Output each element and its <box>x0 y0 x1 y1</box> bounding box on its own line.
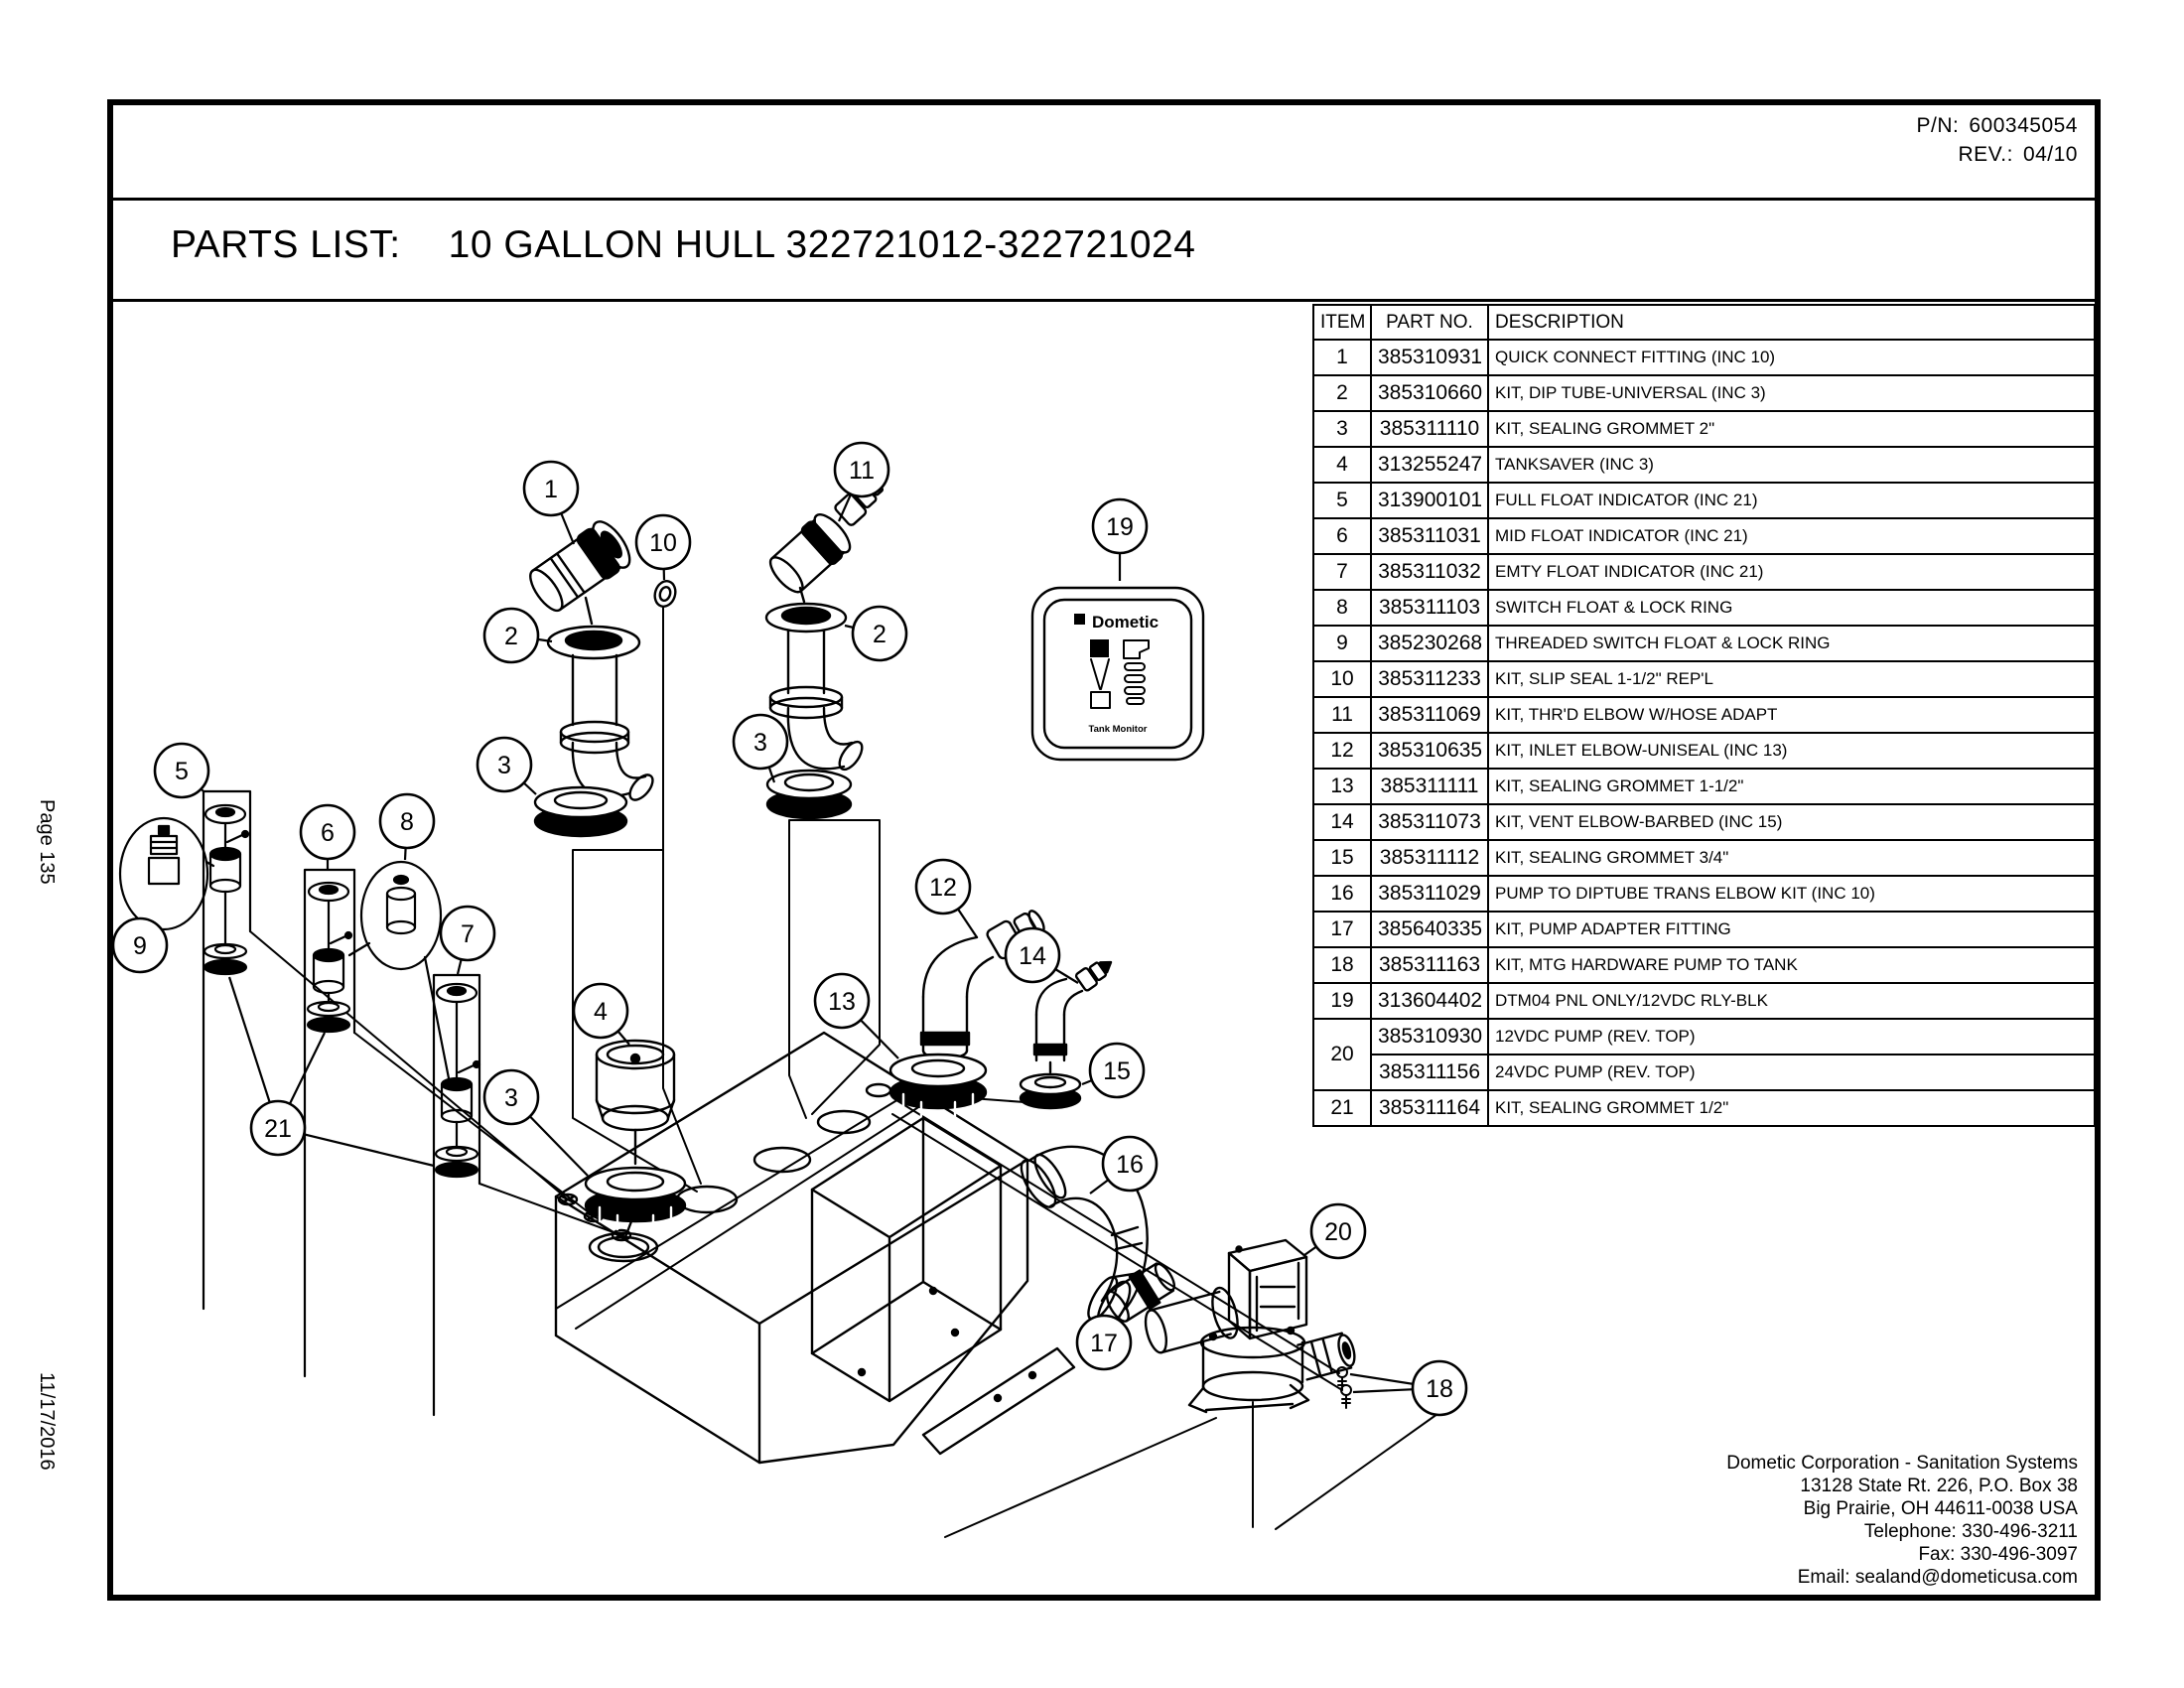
pump-solenoid-box <box>1229 1240 1306 1338</box>
gauge-icon <box>1124 640 1149 704</box>
sealing-grommet-2in <box>535 787 626 836</box>
holding-tank <box>556 1033 1074 1463</box>
cell-part-no: 385640335 <box>1371 912 1488 947</box>
callout-number: 13 <box>828 988 856 1016</box>
cell-part-no: 385310660 <box>1371 375 1488 411</box>
cell-item: 6 <box>1313 518 1371 554</box>
cell-description: QUICK CONNECT FITTING (INC 10) <box>1488 340 2095 375</box>
footer-line: Dometic Corporation - Sanitation Systems <box>1726 1453 2078 1474</box>
callout-number: 7 <box>461 920 475 948</box>
cell-description: KIT, MTG HARDWARE PUMP TO TANK <box>1488 947 2095 983</box>
table-row <box>1313 1090 2095 1126</box>
table-row <box>1313 375 2095 411</box>
cell-part-no: 385311031 <box>1371 518 1488 554</box>
cell-part-no: 385311110 <box>1371 411 1488 447</box>
callout-number: 3 <box>504 1084 518 1112</box>
slip-seal-oring <box>651 579 678 610</box>
callout-number: 9 <box>133 932 147 960</box>
callout-number: 8 <box>400 808 414 836</box>
column-header-part-no: PART NO. <box>1371 305 1488 340</box>
table-row <box>1313 411 2095 447</box>
cell-part-no: 313604402 <box>1371 983 1488 1019</box>
callout-number: 11 <box>849 457 875 485</box>
callout-number: 20 <box>1324 1218 1352 1246</box>
cell-description: KIT, INLET ELBOW-UNISEAL (INC 13) <box>1488 733 2095 769</box>
full-float-indicator <box>204 791 250 1309</box>
callout-number: 16 <box>1116 1151 1144 1179</box>
cell-description: KIT, SLIP SEAL 1-1/2" REP'L <box>1488 661 2095 697</box>
cell-item: 21 <box>1313 1090 1371 1126</box>
cell-part-no: 385230268 <box>1371 626 1488 661</box>
callout-number: 19 <box>1106 513 1134 541</box>
parts-table-header-row <box>1313 305 2095 340</box>
table-row <box>1313 590 2095 626</box>
sealing-grommet-3-4in <box>1021 1074 1080 1108</box>
column-header-description: DESCRIPTION <box>1488 305 2095 340</box>
cell-description: SWITCH FLOAT & LOCK RING <box>1488 590 2095 626</box>
panel-brand-label: Dometic <box>1092 613 1160 632</box>
tanksaver-assembly <box>586 1041 685 1237</box>
cell-item: 18 <box>1313 947 1371 983</box>
footer-line: Big Prairie, OH 44611-0038 USA <box>1803 1498 2078 1519</box>
cell-description: MID FLOAT INDICATOR (INC 21) <box>1488 518 2095 554</box>
cell-item: 10 <box>1313 661 1371 697</box>
cell-item: 20 <box>1313 1019 1371 1090</box>
panel-caption-label: Tank Monitor <box>1088 724 1148 735</box>
cell-description: KIT, SEALING GROMMET 3/4" <box>1488 840 2095 876</box>
float-indicators <box>120 791 479 1415</box>
date-sidebar: 11/17/2016 <box>36 1372 58 1471</box>
callout-number: 2 <box>504 623 518 650</box>
cell-part-no: 385310635 <box>1371 733 1488 769</box>
cell-description: KIT, THR'D ELBOW W/HOSE ADAPT <box>1488 697 2095 733</box>
rev-label: REV.: <box>1958 143 2013 166</box>
table-row <box>1313 733 2095 769</box>
cell-part-no: 385311032 <box>1371 554 1488 590</box>
cell-item: 16 <box>1313 876 1371 912</box>
cell-description: KIT, SEALING GROMMET 2" <box>1488 411 2095 447</box>
mid-float-indicator <box>305 870 354 1376</box>
cell-part-no: 313900101 <box>1371 483 1488 518</box>
callout-number: 17 <box>1090 1330 1118 1357</box>
quick-connect-fitting <box>523 515 637 618</box>
cell-item: 3 <box>1313 411 1371 447</box>
table-row <box>1313 876 2095 912</box>
table-row <box>1313 840 2095 876</box>
callout-number: 10 <box>649 529 677 557</box>
pn-label: P/N: <box>1916 114 1960 137</box>
footer-line: Telephone: 330-496-3211 <box>1863 1521 2078 1542</box>
table-row <box>1313 483 2095 518</box>
callout-number: 5 <box>175 758 189 785</box>
pump-assembly <box>1141 1240 1358 1412</box>
cell-part-no: 385311112 <box>1371 840 1488 876</box>
column-header-item: ITEM <box>1313 305 1371 340</box>
footer-line: 13128 State Rt. 226, P.O. Box 38 <box>1800 1476 2078 1496</box>
rev-value: 04/10 <box>2022 143 2078 166</box>
tank-level-icon <box>1090 639 1110 708</box>
cell-part-no: 313255247 <box>1371 447 1488 483</box>
cell-part-no: 385311111 <box>1371 769 1488 804</box>
cell-part-no: 385310930 <box>1371 1019 1488 1055</box>
cell-description: PUMP TO DIPTUBE TRANS ELBOW KIT (INC 10) <box>1488 876 2095 912</box>
leader-lines <box>250 608 1437 1537</box>
table-row <box>1313 912 2095 947</box>
cell-part-no: 385311069 <box>1371 697 1488 733</box>
cell-description: KIT, VENT ELBOW-BARBED (INC 15) <box>1488 804 2095 840</box>
cell-item: 14 <box>1313 804 1371 840</box>
callout-number: 1 <box>544 476 558 503</box>
footer-line: Fax: 330-496-3097 <box>1918 1544 2078 1565</box>
table-row <box>1313 518 2095 554</box>
table-row <box>1313 983 2095 1019</box>
table-row <box>1313 340 2095 375</box>
table-row <box>1313 447 2095 483</box>
company-footer <box>1726 1452 2078 1589</box>
title-label: PARTS LIST: <box>171 223 401 266</box>
cell-part-no: 385311163 <box>1371 947 1488 983</box>
threaded-switch-float <box>120 818 213 929</box>
callout-number: 2 <box>873 621 887 648</box>
cell-item: 7 <box>1313 554 1371 590</box>
callout-number: 21 <box>264 1115 292 1143</box>
table-row <box>1313 769 2095 804</box>
callout-number: 3 <box>497 752 511 779</box>
cell-item: 12 <box>1313 733 1371 769</box>
cell-item: 9 <box>1313 626 1371 661</box>
cell-item: 15 <box>1313 840 1371 876</box>
sealing-grommet-2in <box>767 771 851 818</box>
threaded-elbow <box>764 509 856 599</box>
vent-elbow-barb <box>1075 954 1117 992</box>
cell-item: 1 <box>1313 340 1371 375</box>
cell-part-no: 385311156 <box>1371 1055 1488 1090</box>
table-row <box>1313 554 2095 590</box>
cell-description: FULL FLOAT INDICATOR (INC 21) <box>1488 483 2095 518</box>
sealing-grommet-1-5in <box>890 1055 986 1116</box>
table-row <box>1313 626 2095 661</box>
table-row <box>1313 804 2095 840</box>
cell-description: KIT, SEALING GROMMET 1-1/2" <box>1488 769 2095 804</box>
cell-item: 13 <box>1313 769 1371 804</box>
cell-part-no: 385311103 <box>1371 590 1488 626</box>
pn-value: 600345054 <box>1969 114 2078 137</box>
cell-description: THREADED SWITCH FLOAT & LOCK RING <box>1488 626 2095 661</box>
cell-description: KIT, DIP TUBE-UNIVERSAL (INC 3) <box>1488 375 2095 411</box>
title-value: 10 GALLON HULL 322721012-322721024 <box>448 223 1196 266</box>
table-row <box>1313 947 2095 983</box>
cell-item: 17 <box>1313 912 1371 947</box>
callout-number: 3 <box>753 729 767 757</box>
cell-part-no: 385311164 <box>1371 1090 1488 1126</box>
cell-part-no: 385311233 <box>1371 661 1488 697</box>
pump-outlet-port <box>1297 1332 1358 1379</box>
cell-part-no: 385311029 <box>1371 876 1488 912</box>
cell-description: KIT, SEALING GROMMET 1/2" <box>1488 1090 2095 1126</box>
cell-description: 24VDC PUMP (REV. TOP) <box>1488 1055 2095 1090</box>
footer-line: Email: sealand@dometicusa.com <box>1797 1567 2078 1588</box>
cell-part-no: 385311073 <box>1371 804 1488 840</box>
cell-item: 11 <box>1313 697 1371 733</box>
callout-number: 12 <box>929 874 957 902</box>
cell-description: KIT, PUMP ADAPTER FITTING <box>1488 912 2095 947</box>
callout-number: 14 <box>1019 942 1046 970</box>
dip-tube <box>548 627 657 804</box>
cell-item: 2 <box>1313 375 1371 411</box>
callout-number: 15 <box>1103 1057 1131 1085</box>
cell-description: DTM04 PNL ONLY/12VDC RLY-BLK <box>1488 983 2095 1019</box>
callout-number: 6 <box>321 819 335 847</box>
callout-number: 4 <box>594 998 608 1026</box>
cell-item: 5 <box>1313 483 1371 518</box>
cell-description: 12VDC PUMP (REV. TOP) <box>1488 1019 2095 1055</box>
parts-table <box>1312 304 2096 1127</box>
cell-item: 8 <box>1313 590 1371 626</box>
table-row <box>1313 1055 2095 1090</box>
callout-number: 18 <box>1426 1375 1453 1403</box>
table-row <box>1313 1019 2095 1055</box>
table-row <box>1313 697 2095 733</box>
cell-item: 4 <box>1313 447 1371 483</box>
cell-item: 19 <box>1313 983 1371 1019</box>
page-number-sidebar: Page 135 <box>36 799 58 885</box>
cell-description: TANKSAVER (INC 3) <box>1488 447 2095 483</box>
table-row <box>1313 661 2095 697</box>
cell-part-no: 385310931 <box>1371 340 1488 375</box>
cell-description: EMTY FLOAT INDICATOR (INC 21) <box>1488 554 2095 590</box>
